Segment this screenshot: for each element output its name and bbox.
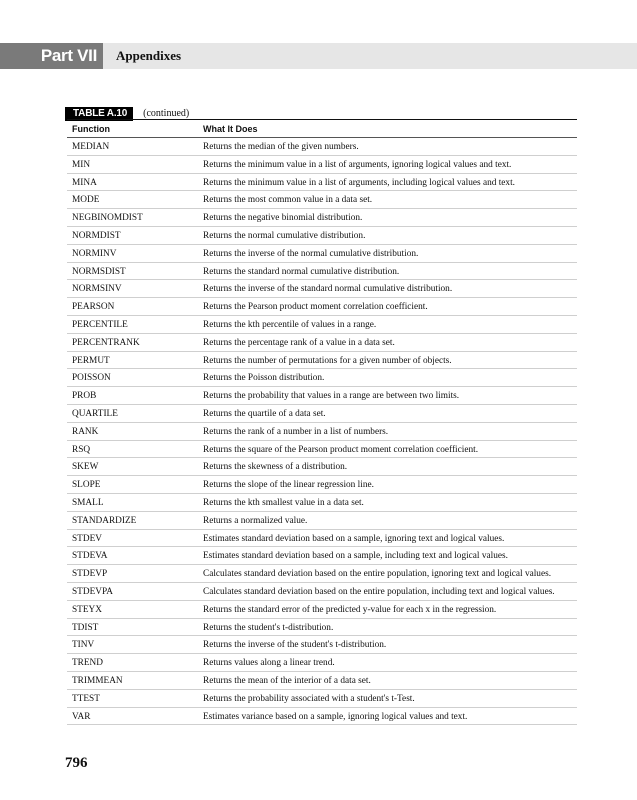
function-description-cell: Returns the number of permutations for a given number of objects. — [203, 355, 452, 366]
function-name-cell: SKEW — [72, 462, 99, 473]
table-row — [67, 280, 577, 298]
function-description-cell: Returns the rank of a number in a list of numbers. — [203, 426, 389, 437]
table-row — [67, 156, 577, 174]
column-header-description: What It Does — [203, 123, 258, 134]
function-description-cell: Returns the inverse of the student's t-distribution. — [203, 640, 387, 651]
function-description-cell: Returns the Pearson product moment correlation coefficient. — [203, 302, 428, 313]
function-description-cell: Returns the standard error of the predicted y-value for each x in the regression. — [203, 604, 497, 615]
function-description-cell: Calculates standard deviation based on the entire population, ignoring text and logical values. — [203, 569, 552, 580]
functions-table — [67, 119, 577, 725]
function-description-cell: Returns values along a linear trend. — [203, 658, 335, 669]
section-title: Appendixes — [116, 48, 182, 63]
function-description-cell: Returns a normalized value. — [203, 515, 308, 526]
function-description-cell: Returns the percentage rank of a value in a data set. — [203, 337, 395, 348]
function-description-cell: Returns the Poisson distribution. — [203, 373, 325, 384]
function-description-cell: Returns the kth percentile of values in a range. — [203, 319, 377, 330]
function-name-cell: MIN — [72, 159, 91, 170]
table-row — [67, 547, 577, 565]
function-name-cell: STDEVPA — [72, 586, 113, 597]
function-name-cell: POISSON — [72, 373, 111, 384]
function-name-cell: STDEVA — [72, 551, 108, 562]
table-continued: (continued) — [143, 108, 190, 119]
function-name-cell: RANK — [72, 426, 99, 437]
table-row — [67, 423, 577, 441]
function-description-cell: Returns the normal cumulative distribution. — [203, 230, 366, 241]
function-name-cell: PERCENTRANK — [72, 337, 140, 348]
function-description-cell: Returns the probability that values in a range are between two limits. — [203, 391, 460, 402]
table-row — [67, 298, 577, 316]
table-row — [67, 654, 577, 672]
table-row — [67, 458, 577, 476]
table-row — [67, 352, 577, 370]
function-name-cell: SLOPE — [72, 480, 101, 491]
page-number: 796 — [65, 755, 88, 771]
table-row — [67, 672, 577, 690]
function-name-cell: TTEST — [72, 693, 100, 704]
table-row — [67, 209, 577, 227]
table-row — [67, 690, 577, 708]
function-description-cell: Returns the skewness of a distribution. — [203, 462, 348, 473]
table-row — [67, 619, 577, 637]
function-name-cell: TINV — [72, 640, 95, 651]
table-row — [67, 191, 577, 209]
function-name-cell: STDEV — [72, 533, 102, 544]
function-description-cell: Returns the slope of the linear regression line. — [203, 480, 374, 491]
function-description-cell: Returns the minimum value in a list of arguments, including logical values and text. — [203, 177, 515, 188]
table-row — [67, 245, 577, 263]
function-name-cell: STEYX — [72, 604, 102, 615]
function-description-cell: Returns the negative binomial distribution. — [203, 213, 363, 224]
function-description-cell: Estimates variance based on a sample, ignoring logical values and text. — [203, 711, 468, 722]
function-name-cell: TRIMMEAN — [72, 675, 123, 686]
table-row — [67, 565, 577, 583]
table-label: TABLE A.10 — [65, 107, 133, 121]
function-name-cell: TREND — [72, 658, 103, 669]
column-header-function: Function — [72, 123, 110, 134]
function-name-cell: NORMSINV — [72, 284, 122, 295]
function-name-cell: NEGBINOMDIST — [72, 213, 143, 224]
table-row — [67, 138, 577, 156]
function-description-cell: Returns the probability associated with a student's t-Test. — [203, 693, 415, 704]
table-row — [67, 708, 577, 726]
table-row — [67, 512, 577, 530]
function-description-cell: Returns the inverse of the normal cumulative distribution. — [203, 248, 419, 259]
table-row — [67, 227, 577, 245]
function-description-cell: Returns the median of the given numbers. — [203, 142, 359, 152]
function-name-cell: SMALL — [72, 497, 104, 508]
table-row — [67, 316, 577, 334]
function-name-cell: PERMUT — [72, 355, 110, 366]
function-name-cell: MINA — [72, 177, 97, 188]
table-row — [67, 405, 577, 423]
function-description-cell: Returns the mean of the interior of a data set. — [203, 675, 371, 686]
function-description-cell: Returns the student's t-distribution. — [203, 622, 334, 633]
table-row — [67, 494, 577, 512]
table-caption — [65, 103, 189, 117]
table-row — [67, 369, 577, 387]
function-name-cell: PERCENTILE — [72, 319, 128, 330]
function-name-cell: STANDARDIZE — [72, 515, 137, 526]
function-name-cell: STDEVP — [72, 569, 108, 580]
function-description-cell: Returns the square of the Pearson product moment correlation coefficient. — [203, 444, 479, 455]
table-row — [67, 636, 577, 654]
function-description-cell: Estimates standard deviation based on a sample, including text and logical values. — [203, 551, 508, 562]
function-description-cell: Returns the kth smallest value in a data set. — [203, 497, 364, 508]
table-row — [67, 263, 577, 281]
function-name-cell: MODE — [72, 195, 100, 206]
function-description-cell: Returns the minimum value in a list of arguments, ignoring logical values and text. — [203, 159, 512, 170]
table-row — [67, 441, 577, 459]
table-row — [67, 476, 577, 494]
function-description-cell: Estimates standard deviation based on a sample, ignoring text and logical values. — [203, 533, 505, 544]
table-row — [67, 334, 577, 352]
function-name-cell: TDIST — [72, 622, 99, 633]
function-description-cell: Returns the most common value in a data set. — [203, 195, 373, 206]
table-row — [67, 583, 577, 601]
table-row — [67, 174, 577, 192]
function-name-cell: NORMDIST — [72, 230, 121, 241]
table-header — [67, 120, 577, 138]
function-description-cell: Returns the quartile of a data set. — [203, 408, 326, 419]
function-name-cell: NORMINV — [72, 248, 117, 259]
table-row — [67, 530, 577, 548]
function-name-cell: PEARSON — [72, 302, 115, 313]
function-name-cell: RSQ — [72, 444, 91, 455]
function-name-cell: QUARTILE — [72, 408, 118, 419]
table-row — [67, 387, 577, 405]
function-description-cell: Returns the standard normal cumulative distribution. — [203, 266, 400, 277]
function-name-cell: VAR — [72, 711, 91, 722]
function-name-cell: PROB — [72, 391, 97, 402]
function-name-cell: MEDIAN — [72, 142, 110, 152]
part-label: Part VII — [0, 43, 103, 69]
table-row — [67, 601, 577, 619]
function-name-cell: NORMSDIST — [72, 266, 126, 277]
table-body — [67, 138, 577, 725]
function-description-cell: Calculates standard deviation based on the entire population, including text and logical values. — [203, 586, 555, 597]
function-description-cell: Returns the inverse of the standard normal cumulative distribution. — [203, 284, 453, 295]
